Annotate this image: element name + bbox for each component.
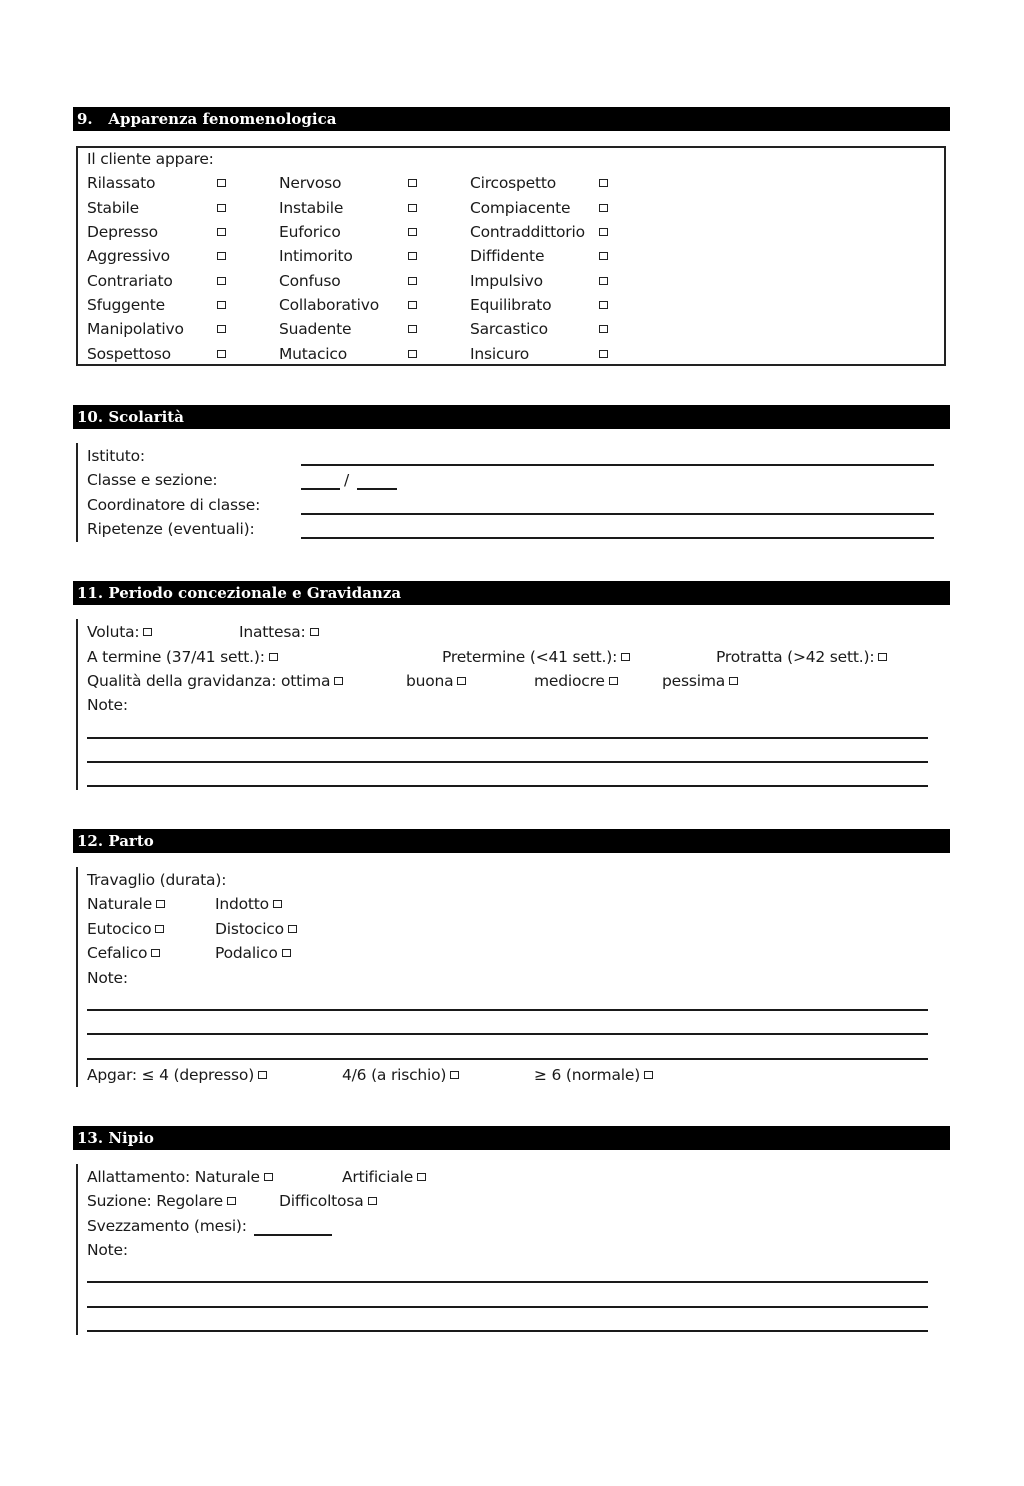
appearance-option-label: Insicuro bbox=[470, 345, 530, 363]
naturale-label: Naturale bbox=[87, 895, 153, 913]
section-12-header: 12. Parto bbox=[73, 829, 950, 853]
appearance-option-label: Contrariato bbox=[87, 272, 173, 290]
distocico-checkbox[interactable] bbox=[288, 925, 297, 933]
appearance-option-checkbox[interactable] bbox=[217, 179, 226, 187]
qualita-label: Qualità della gravidanza: ottima bbox=[87, 672, 331, 690]
appearance-option-checkbox[interactable] bbox=[408, 301, 417, 309]
appearance-option-label: Sfuggente bbox=[87, 296, 165, 314]
pessima-checkbox[interactable] bbox=[729, 677, 738, 685]
mediocre-label: mediocre bbox=[534, 672, 605, 690]
difficoltosa-option[interactable] bbox=[279, 1191, 377, 1211]
appearance-option-label: Manipolativo bbox=[87, 320, 184, 338]
appearance-option-label: Equilibrato bbox=[470, 296, 552, 314]
inattesa-option[interactable] bbox=[239, 622, 319, 642]
appearance-option-label: Sarcastico bbox=[470, 320, 548, 338]
allattamento-naturale-checkbox[interactable] bbox=[264, 1173, 273, 1181]
section-9-header: 9. Apparenza fenomenologica bbox=[73, 107, 950, 131]
apgar-rischio-option[interactable] bbox=[342, 1065, 459, 1085]
appearance-option-checkbox[interactable] bbox=[599, 204, 608, 212]
classe-separator: / bbox=[344, 471, 350, 489]
podalico-checkbox[interactable] bbox=[282, 949, 291, 957]
appearance-option-checkbox[interactable] bbox=[599, 350, 608, 358]
inattesa-checkbox[interactable] bbox=[310, 628, 319, 636]
section-9-intro: Il cliente appare: bbox=[87, 150, 214, 168]
section-13-note-line-2[interactable] bbox=[87, 1306, 928, 1308]
allattamento-label: Allattamento: Naturale bbox=[87, 1168, 260, 1186]
naturale-checkbox[interactable] bbox=[156, 900, 165, 908]
appearance-option-label: Intimorito bbox=[279, 247, 353, 265]
appearance-option-label: Collaborativo bbox=[279, 296, 380, 314]
section-11-note-label: Note: bbox=[87, 696, 128, 714]
suzione-regolare-option[interactable] bbox=[87, 1191, 236, 1211]
section-13-header: 13. Nipio bbox=[73, 1126, 950, 1150]
voluta-option[interactable] bbox=[87, 622, 152, 642]
classe-field[interactable] bbox=[301, 488, 340, 490]
protratta-checkbox[interactable] bbox=[878, 653, 887, 661]
apgar-normale-checkbox[interactable] bbox=[644, 1071, 653, 1079]
ottima-checkbox[interactable] bbox=[334, 677, 343, 685]
section-11-note-line-3[interactable] bbox=[87, 785, 928, 787]
indotto-option[interactable] bbox=[215, 894, 282, 914]
suzione-label: Suzione: Regolare bbox=[87, 1192, 224, 1210]
allattamento-naturale-option[interactable] bbox=[87, 1167, 273, 1187]
appearance-option-label: Sospettoso bbox=[87, 345, 171, 363]
indotto-checkbox[interactable] bbox=[273, 900, 282, 908]
qualita-ottima-option[interactable] bbox=[87, 671, 343, 691]
pretermine-checkbox[interactable] bbox=[621, 653, 630, 661]
a-termine-checkbox[interactable] bbox=[269, 653, 278, 661]
apgar-label: Apgar: ≤ 4 (depresso) bbox=[87, 1066, 255, 1084]
ripetenze-field[interactable] bbox=[301, 537, 934, 539]
section-12-bar bbox=[76, 867, 78, 1087]
section-10-bar bbox=[76, 443, 78, 542]
appearance-option-label: Stabile bbox=[87, 199, 140, 217]
travaglio-label: Travaglio (durata): bbox=[87, 871, 227, 889]
appearance-option-label: Depresso bbox=[87, 223, 158, 241]
appearance-option-label: Diffidente bbox=[470, 247, 545, 265]
apgar-normale-option[interactable] bbox=[534, 1065, 653, 1085]
section-12-note-line-3[interactable] bbox=[87, 1058, 928, 1060]
section-13-note-line-1[interactable] bbox=[87, 1281, 928, 1283]
appearance-option-checkbox[interactable] bbox=[217, 204, 226, 212]
appearance-option-checkbox[interactable] bbox=[408, 325, 417, 333]
a-termine-option[interactable] bbox=[87, 647, 278, 667]
appearance-option-checkbox[interactable] bbox=[408, 350, 417, 358]
appearance-option-label: Aggressivo bbox=[87, 247, 170, 265]
section-12-note-line-1[interactable] bbox=[87, 1009, 928, 1011]
cefalico-label: Cefalico bbox=[87, 944, 148, 962]
appearance-option-checkbox[interactable] bbox=[217, 252, 226, 260]
ripetenze-label: Ripetenze (eventuali): bbox=[87, 520, 255, 538]
sezione-field[interactable] bbox=[357, 488, 397, 490]
appearance-option-label: Compiacente bbox=[470, 199, 571, 217]
distocico-option[interactable] bbox=[215, 919, 297, 939]
artificiale-label: Artificiale bbox=[342, 1168, 414, 1186]
mediocre-option[interactable] bbox=[534, 671, 618, 691]
eutocico-option[interactable] bbox=[87, 919, 164, 939]
buona-option[interactable] bbox=[406, 671, 466, 691]
buona-checkbox[interactable] bbox=[457, 677, 466, 685]
section-13-note-label: Note: bbox=[87, 1241, 128, 1259]
pessima-option[interactable] bbox=[662, 671, 738, 691]
appearance-option-checkbox[interactable] bbox=[217, 277, 226, 285]
apgar-rischio-label: 4/6 (a rischio) bbox=[342, 1066, 447, 1084]
artificiale-option[interactable] bbox=[342, 1167, 426, 1187]
apgar-rischio-checkbox[interactable] bbox=[450, 1071, 459, 1079]
artificiale-checkbox[interactable] bbox=[417, 1173, 426, 1181]
appearance-option-checkbox[interactable] bbox=[217, 301, 226, 309]
istituto-label: Istituto: bbox=[87, 447, 145, 465]
appearance-option-checkbox[interactable] bbox=[217, 228, 226, 236]
appearance-option-checkbox[interactable] bbox=[408, 228, 417, 236]
podalico-option[interactable] bbox=[215, 943, 291, 963]
apgar-depresso-checkbox[interactable] bbox=[258, 1071, 267, 1079]
section-11-note-line-1[interactable] bbox=[87, 737, 928, 739]
cefalico-checkbox[interactable] bbox=[151, 949, 160, 957]
section-13-bar bbox=[76, 1164, 78, 1335]
section-11-header: 11. Periodo concezionale e Gravidanza bbox=[73, 581, 950, 605]
coordinatore-field[interactable] bbox=[301, 513, 934, 515]
difficoltosa-checkbox[interactable] bbox=[368, 1197, 377, 1205]
apgar-normale-label: ≥ 6 (normale) bbox=[534, 1066, 641, 1084]
appearance-option-checkbox[interactable] bbox=[408, 277, 417, 285]
section-11-note-line-2[interactable] bbox=[87, 761, 928, 763]
distocico-label: Distocico bbox=[215, 920, 284, 938]
appearance-option-checkbox[interactable] bbox=[599, 301, 608, 309]
appearance-option-label: Instabile bbox=[279, 199, 344, 217]
indotto-label: Indotto bbox=[215, 895, 269, 913]
appearance-option-checkbox[interactable] bbox=[217, 350, 226, 358]
section-12-note-label: Note: bbox=[87, 969, 128, 987]
appearance-option-label: Impulsivo bbox=[470, 272, 543, 290]
pretermine-label: Pretermine (<41 sett.): bbox=[442, 648, 618, 666]
appearance-option-checkbox[interactable] bbox=[408, 252, 417, 260]
podalico-label: Podalico bbox=[215, 944, 278, 962]
pretermine-option[interactable] bbox=[442, 647, 630, 667]
appearance-option-label: Euforico bbox=[279, 223, 341, 241]
protratta-label: Protratta (>42 sett.): bbox=[716, 648, 875, 666]
appearance-option-label: Mutacico bbox=[279, 345, 348, 363]
appearance-option-checkbox[interactable] bbox=[599, 252, 608, 260]
section-11-bar bbox=[76, 619, 78, 790]
section-13-note-line-3[interactable] bbox=[87, 1330, 928, 1332]
coordinatore-label: Coordinatore di classe: bbox=[87, 496, 261, 514]
pessima-label: pessima bbox=[662, 672, 726, 690]
apgar-depresso-option[interactable] bbox=[87, 1065, 267, 1085]
appearance-option-checkbox[interactable] bbox=[599, 325, 608, 333]
voluta-label: Voluta: bbox=[87, 623, 140, 641]
svezzamento-label: Svezzamento (mesi): bbox=[87, 1217, 247, 1235]
section-10-header: 10. Scolarità bbox=[73, 405, 950, 429]
naturale-option[interactable] bbox=[87, 894, 165, 914]
appearance-option-label: Rilassato bbox=[87, 174, 156, 192]
appearance-option-checkbox[interactable] bbox=[217, 325, 226, 333]
cefalico-option[interactable] bbox=[87, 943, 160, 963]
appearance-option-checkbox[interactable] bbox=[599, 277, 608, 285]
eutocico-checkbox[interactable] bbox=[155, 925, 164, 933]
buona-label: buona bbox=[406, 672, 454, 690]
istituto-field[interactable] bbox=[301, 464, 934, 466]
suzione-regolare-checkbox[interactable] bbox=[227, 1197, 236, 1205]
appearance-option-label: Contraddittorio bbox=[470, 223, 585, 241]
a-termine-label: A termine (37/41 sett.): bbox=[87, 648, 265, 666]
svezzamento-field[interactable] bbox=[254, 1234, 332, 1236]
appearance-option-checkbox[interactable] bbox=[599, 228, 608, 236]
appearance-option-label: Nervoso bbox=[279, 174, 342, 192]
mediocre-checkbox[interactable] bbox=[609, 677, 618, 685]
appearance-option-label: Suadente bbox=[279, 320, 352, 338]
inattesa-label: Inattesa: bbox=[239, 623, 306, 641]
appearance-option-label: Confuso bbox=[279, 272, 341, 290]
appearance-option-checkbox[interactable] bbox=[408, 179, 417, 187]
appearance-option-checkbox[interactable] bbox=[599, 179, 608, 187]
classe-label: Classe e sezione: bbox=[87, 471, 218, 489]
appearance-option-label: Circospetto bbox=[470, 174, 557, 192]
appearance-option-checkbox[interactable] bbox=[408, 204, 417, 212]
eutocico-label: Eutocico bbox=[87, 920, 152, 938]
difficoltosa-label: Difficoltosa bbox=[279, 1192, 364, 1210]
protratta-option[interactable] bbox=[716, 647, 887, 667]
section-12-note-line-2[interactable] bbox=[87, 1033, 928, 1035]
voluta-checkbox[interactable] bbox=[143, 628, 152, 636]
